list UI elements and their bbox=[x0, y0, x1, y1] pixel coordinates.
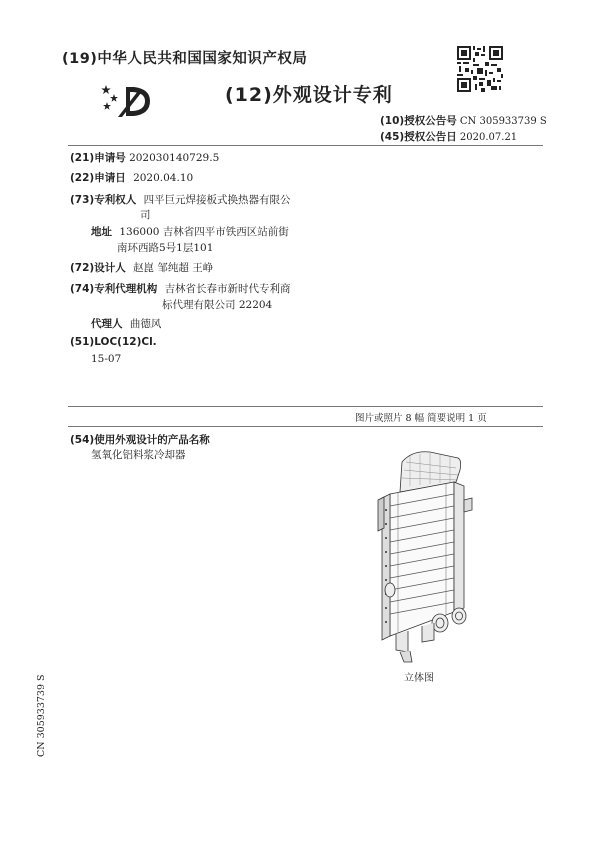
cnipa-logo-icon bbox=[100, 83, 156, 119]
office-name: (19)中华人民共和国国家知识产权局 bbox=[62, 51, 308, 67]
agent-label: 代理人 bbox=[91, 318, 123, 330]
summary-top-divider bbox=[68, 406, 543, 407]
address-label: 地址 bbox=[91, 226, 112, 238]
qr-code-icon bbox=[457, 46, 503, 92]
designer-row bbox=[70, 260, 213, 275]
patentee-line1: 四平巨元焊接板式换热器有限公 bbox=[143, 194, 291, 206]
loc-classification-row bbox=[70, 336, 157, 348]
address-row bbox=[91, 224, 289, 239]
agency-label: (74)专利代理机构 bbox=[70, 283, 158, 295]
designer-names: 赵崑 邹纯超 王峥 bbox=[133, 262, 214, 274]
application-date-row bbox=[70, 170, 193, 185]
patentee-line2: 司 bbox=[140, 209, 151, 221]
grant-pub-date-value: 2020.07.21 bbox=[459, 132, 518, 143]
grant-pub-no-label: (10)授权公告号 bbox=[380, 115, 457, 127]
figures-note: 图片或照片 8 幅 简要说明 1 页 bbox=[355, 413, 487, 424]
application-number-row bbox=[70, 150, 219, 165]
agency-line2: 标代理有限公司 22204 bbox=[162, 299, 273, 311]
grant-pub-no-value: CN 305933739 S bbox=[459, 116, 547, 127]
address-line2: 南环西路5号1层101 bbox=[117, 242, 214, 254]
grant-publication-number bbox=[380, 113, 547, 128]
agency-line1: 吉林省长春市新时代专利商 bbox=[164, 283, 291, 295]
agency-row bbox=[70, 281, 291, 296]
agent-row bbox=[91, 316, 161, 331]
app-date-label: (22)申请日 bbox=[70, 172, 126, 184]
side-document-code: CN 305933739 S bbox=[36, 674, 47, 757]
product-name: 氢氧化铝料浆冷却器 bbox=[91, 449, 186, 461]
address-line1: 136000 吉林省四平市铁西区站前街 bbox=[119, 226, 289, 238]
app-no-value: 202030140729.5 bbox=[129, 152, 220, 164]
figure-caption: 立体图 bbox=[404, 673, 434, 684]
patentee-row bbox=[70, 192, 291, 207]
patentee-label: (73)专利权人 bbox=[70, 194, 137, 206]
app-date-value: 2020.04.10 bbox=[133, 172, 194, 184]
loc-label: (51)LOC(12)Cl. bbox=[70, 336, 157, 348]
product-name-label-row bbox=[70, 432, 210, 447]
grant-publication-date bbox=[380, 129, 517, 144]
agent-name: 曲德风 bbox=[129, 318, 162, 330]
product-name-label: (54)使用外观设计的产品名称 bbox=[70, 434, 210, 446]
designer-label: (72)设计人 bbox=[70, 262, 126, 274]
app-no-label: (21)申请号 bbox=[70, 152, 126, 164]
header-divider bbox=[68, 145, 543, 146]
grant-pub-date-label: (45)授权公告日 bbox=[380, 131, 457, 143]
document-type-title: (12)外观设计专利 bbox=[225, 84, 393, 106]
loc-value: 15-07 bbox=[91, 353, 122, 365]
cooler-perspective-drawing bbox=[360, 440, 480, 665]
summary-bottom-divider bbox=[68, 426, 543, 427]
